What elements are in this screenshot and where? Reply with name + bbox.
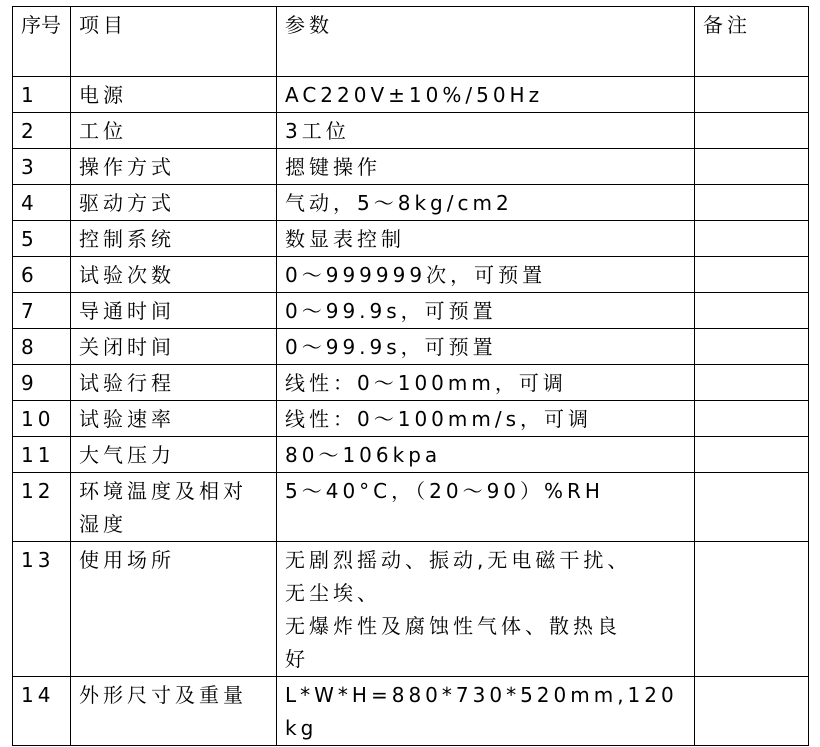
header-param: 参数	[277, 7, 695, 77]
row-note	[695, 437, 809, 473]
table-row	[13, 113, 809, 149]
table-row	[13, 365, 809, 401]
spec-table	[12, 6, 809, 746]
row-note	[695, 473, 809, 542]
row-note	[695, 542, 809, 677]
row-item: 关闭时间	[71, 329, 277, 365]
row-note	[695, 329, 809, 365]
row-number: 6	[13, 257, 71, 293]
row-note	[695, 77, 809, 113]
row-item: 大气压力	[71, 437, 277, 473]
table-row	[13, 542, 809, 677]
param-line: 摁键操作	[285, 155, 381, 179]
table-row	[13, 185, 809, 221]
row-item: 控制系统	[71, 221, 277, 257]
row-item: 操作方式	[71, 149, 277, 185]
row-param	[277, 437, 695, 473]
param-line: 0～99.9s，可预置	[285, 299, 497, 323]
row-note	[695, 677, 809, 746]
table-row	[13, 77, 809, 113]
row-note	[695, 293, 809, 329]
param-line: 数显表控制	[285, 227, 405, 251]
param-line: 无爆炸性及腐蚀性气体、散热良	[285, 614, 621, 638]
param-line: 无剧烈摇动、振动,无电磁干扰、	[285, 548, 632, 572]
row-note	[695, 185, 809, 221]
param-line: L*W*H=880*730*520mm,120kg	[285, 683, 678, 740]
row-item: 电源	[71, 77, 277, 113]
row-number: 3	[13, 149, 71, 185]
param-line: 好	[285, 647, 309, 671]
row-param	[277, 293, 695, 329]
param-line: 线性：0～100mm，可调	[285, 371, 567, 395]
row-number: 10	[13, 401, 71, 437]
row-item: 试验行程	[71, 365, 277, 401]
table-row	[13, 401, 809, 437]
param-line: 3工位	[285, 119, 350, 143]
param-line: AC220V±10%/50Hz	[285, 83, 544, 107]
header-seq: 序号	[13, 7, 71, 77]
table-body	[13, 77, 809, 746]
row-number: 7	[13, 293, 71, 329]
row-param	[277, 677, 695, 746]
row-number: 1	[13, 77, 71, 113]
row-number: 9	[13, 365, 71, 401]
row-item: 使用场所	[71, 542, 277, 677]
row-number: 8	[13, 329, 71, 365]
row-param	[277, 329, 695, 365]
param-line: 80～106kpa	[285, 443, 442, 467]
row-note	[695, 149, 809, 185]
row-number: 14	[13, 677, 71, 746]
param-line: 线性：0～100mm/s，可调	[285, 407, 593, 431]
param-line: 气动，5～8kg/cm2	[285, 191, 513, 215]
row-number: 4	[13, 185, 71, 221]
row-note	[695, 365, 809, 401]
row-number: 5	[13, 221, 71, 257]
param-line: 无尘埃、	[285, 581, 381, 605]
row-item: 试验速率	[71, 401, 277, 437]
row-param	[277, 77, 695, 113]
param-line: 0～999999次，可预置	[285, 263, 547, 287]
table-row	[13, 677, 809, 746]
row-note	[695, 221, 809, 257]
row-note	[695, 401, 809, 437]
row-item: 外形尺寸及重量	[71, 677, 277, 746]
table-row	[13, 473, 809, 542]
row-param	[277, 185, 695, 221]
header-note: 备注	[695, 7, 809, 77]
row-item: 环境温度及相对湿度	[71, 473, 277, 542]
row-number: 11	[13, 437, 71, 473]
row-item: 导通时间	[71, 293, 277, 329]
row-number: 13	[13, 542, 71, 677]
table-row	[13, 329, 809, 365]
table-row	[13, 293, 809, 329]
header-item: 项目	[71, 7, 277, 77]
row-item: 工位	[71, 113, 277, 149]
row-param	[277, 365, 695, 401]
row-item: 驱动方式	[71, 185, 277, 221]
table-row	[13, 149, 809, 185]
row-item: 试验次数	[71, 257, 277, 293]
row-number: 2	[13, 113, 71, 149]
row-param	[277, 149, 695, 185]
table-row	[13, 221, 809, 257]
row-note	[695, 113, 809, 149]
row-param	[277, 542, 695, 677]
row-param	[277, 113, 695, 149]
param-line: 5～40°C，（20～90）%RH	[285, 479, 604, 503]
table-row	[13, 257, 809, 293]
row-number: 12	[13, 473, 71, 542]
row-param	[277, 401, 695, 437]
row-param	[277, 257, 695, 293]
row-param	[277, 221, 695, 257]
param-line: 0～99.9s，可预置	[285, 335, 497, 359]
row-param	[277, 473, 695, 542]
table-row	[13, 437, 809, 473]
table-header-row	[13, 7, 809, 77]
row-note	[695, 257, 809, 293]
